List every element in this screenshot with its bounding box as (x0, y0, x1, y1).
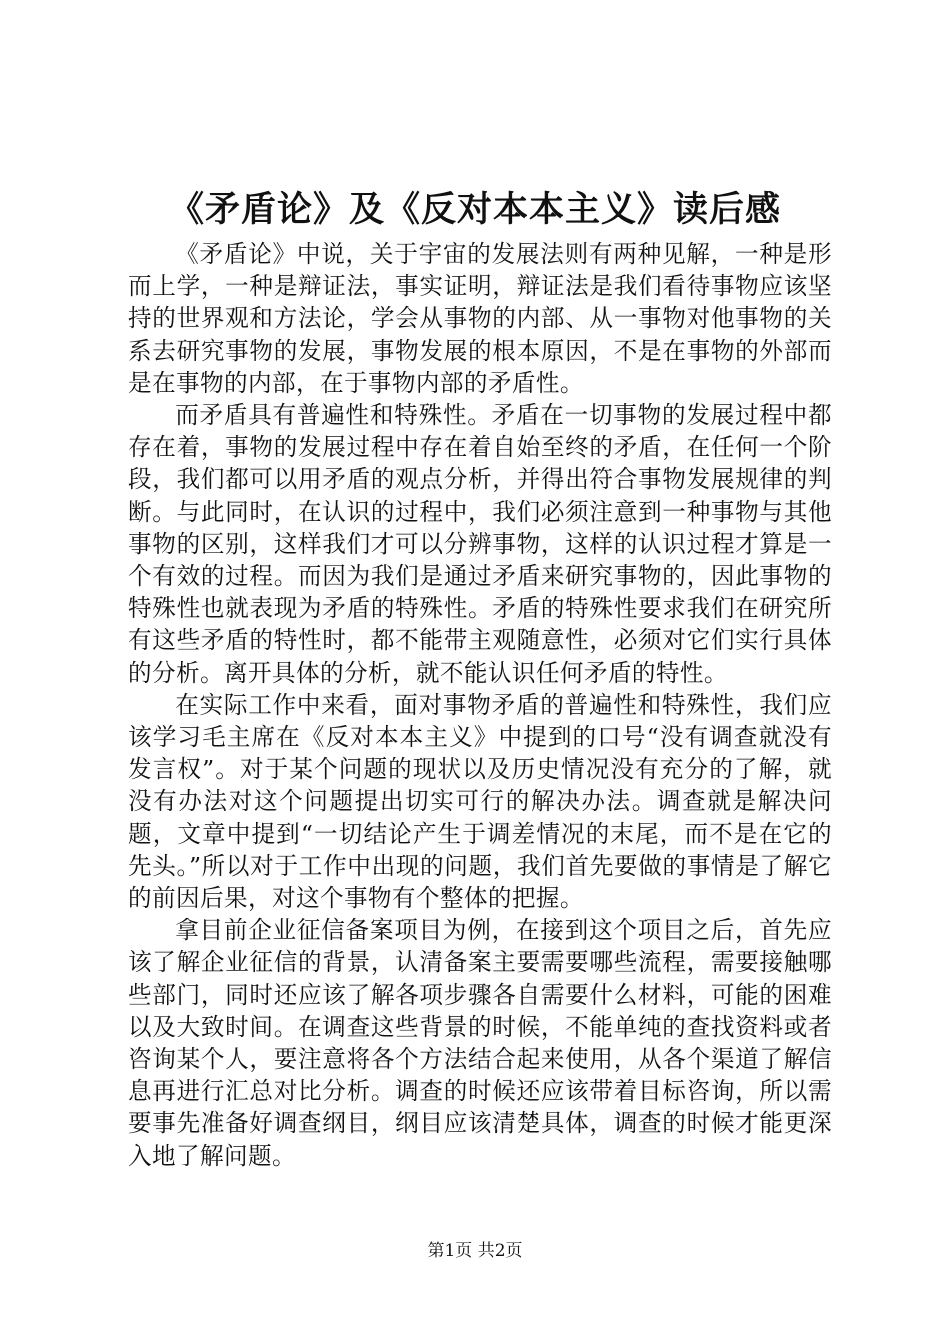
document-title: 《矛盾论》及《反对本本主义》读后感 (168, 189, 781, 230)
paragraph-4: 拿目前企业征信备案项目为例，在接到这个项目之后，首先应该了解企业征信的背景，认清备案主要需要哪些流程，需要接触哪些部门，同时还应该了解各项步骤各自需要什么材料，可能的困难以及大致时间。在调查这些背景的时候，不能单纯的查找资料或者咨询某个人，要注意将各个方法结合起来使用，从各个渠道了解信息再进行汇总对比分析。调查的时候还应该带着目标咨询，所以需要事先准备好调查纲目，纲目应该清楚具体，调查的时候才能更深入地了解问题。 (128, 916, 832, 1170)
paragraph-2: 而矛盾具有普遍性和特殊性。矛盾在一切事物的发展过程中都存在着，事物的发展过程中存在着自始至终的矛盾，在任何一个阶段，我们都可以用矛盾的观点分析，并得出符合事物发展规律的判断。与此同时，在认识的过程中，我们必须注意到一种事物与其他事物的区别，这样我们才可以分辨事物，这样的认识过程才算是一个有效的过程。而因为我们是通过矛盾来研究事物的，因此事物的特殊性也就表现为矛盾的特殊性。矛盾的特殊性要求我们在研究所有这些矛盾的特性时，都不能带主观随意性，必须对它们实行具体的分析。离开具体的分析，就不能认识任何矛盾的特性。 (128, 401, 832, 687)
paragraph-1: 《矛盾论》中说，关于宇宙的发展法则有两种见解，一种是形而上学，一种是辩证法，事实证明，辩证法是我们看待事物应该坚持的世界观和方法论，学会从事物的内部、从一事物对他事物的关系去研究事物的发展，事物发展的根本原因，不是在事物的外部而是在事物的内部，在于事物内部的矛盾性。 (128, 240, 832, 397)
document-body (128, 238, 832, 1172)
page-number-footer: 第1页 共2页 (427, 1241, 523, 1261)
paragraph-3: 在实际工作中来看，面对事物矛盾的普遍性和特殊性，我们应该学习毛主席在《反对本本主义》中提到的口号“没有调查就没有发言权”。对于某个问题的现状以及历史情况没有充分的了解，就没有办法对这个问题提出切实可行的解决办法。调查就是解决问题，文章中提到“一切结论产生于调差情况的末尾，而不是在它的先头。”所以对于工作中出现的问题，我们首先要做的事情是了解它的前因后果，对这个事物有个整体的把握。 (128, 690, 832, 913)
